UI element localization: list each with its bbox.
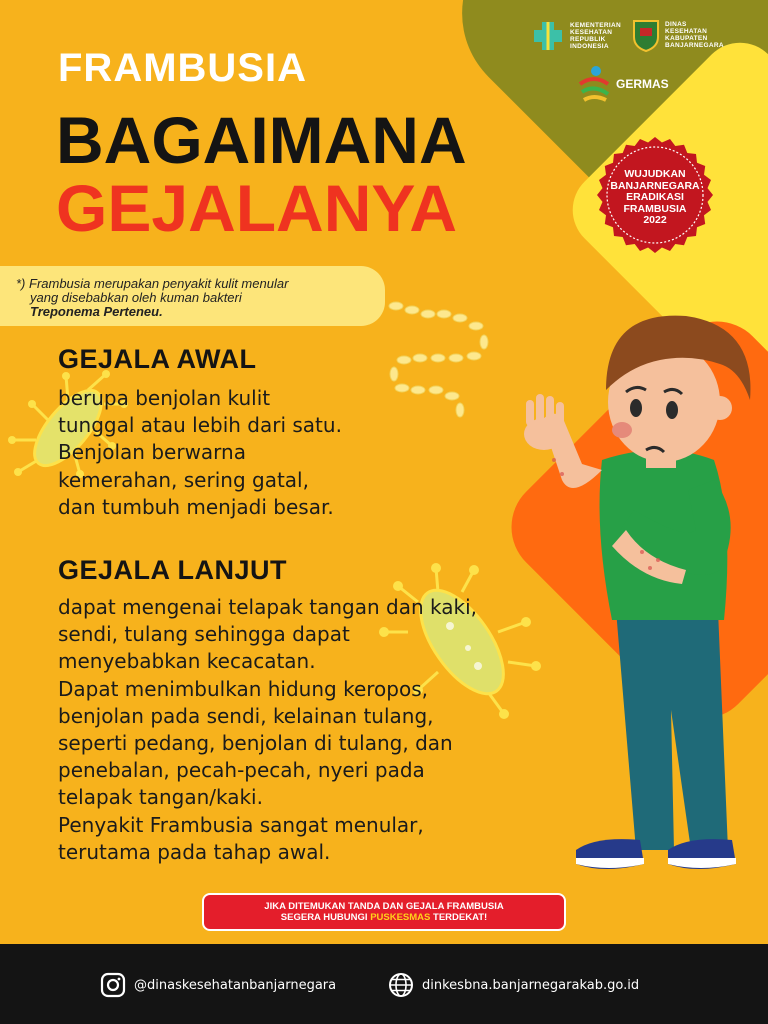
note-line: *) Frambusia merupakan penyakit kulit menular <box>16 276 289 291</box>
gejala-awal-line: berupa benjolan kulit <box>58 386 271 410</box>
boy-illustration <box>496 290 768 890</box>
gejala-awal-line: dan tumbuh menjadi besar. <box>58 494 334 519</box>
kemenkes-line: INDONESIA <box>570 43 609 50</box>
note-line: yang disebabkan oleh kuman bakteri <box>30 290 242 305</box>
gejala-lanjut-heading: GEJALA LANJUT <box>58 555 288 585</box>
gejala-lanjut-line: Penyakit Frambusia sangat menular, <box>58 812 424 837</box>
gejala-awal-text <box>58 385 342 521</box>
logo-area <box>530 18 760 118</box>
kemenkes-line: KESEHATAN <box>570 29 613 36</box>
badge-line: WUJUDKAN <box>624 168 686 180</box>
dinas-line: DINAS <box>664 21 687 28</box>
instagram-icon <box>100 972 126 998</box>
gejala-lanjut-text <box>58 594 477 866</box>
badge-line: ERADIKASI <box>626 191 684 203</box>
spirochete-icon <box>384 292 504 432</box>
dinas-logo <box>631 18 724 52</box>
badge-line: BANJARNEGARA <box>610 179 700 192</box>
cta-text: TERDEKAT! <box>430 912 488 923</box>
gejala-awal-line: Benjolan berwarna <box>58 440 246 465</box>
gejala-lanjut-line: menyebabkan kecacatan. <box>58 649 316 674</box>
kemenkes-line: KEMENTERIAN <box>570 22 621 29</box>
call-to-action-banner <box>202 893 566 931</box>
gejala-lanjut-line: penebalan, pecah-pecah, nyeri pada <box>58 758 425 783</box>
website-link[interactable] <box>388 972 639 998</box>
gejala-awal-line: tunggal atau lebih dari satu. <box>58 413 342 438</box>
kemenkes-logo <box>530 18 621 54</box>
title-frambusia: FRAMBUSIA <box>58 46 307 90</box>
gejala-lanjut-line: sendi, tulang sehingga dapat <box>58 622 350 647</box>
gejala-lanjut-line: seperti pedang, benjolan di tulang, dan <box>58 731 453 756</box>
note-bacteria-name: Treponema Perteneu. <box>30 304 163 319</box>
instagram-handle: @dinaskesehatanbanjarnegara <box>134 977 337 993</box>
dinas-line: KESEHATAN <box>664 28 708 35</box>
gejala-lanjut-line: terutama pada tahap awal. <box>58 839 331 864</box>
dinas-crest-icon <box>631 18 661 52</box>
cta-highlight: PUSKESMAS <box>370 912 431 923</box>
dinas-line: BANJARNEGARA <box>664 42 724 49</box>
gejala-awal-heading: GEJALA AWAL <box>58 344 257 374</box>
gejala-lanjut-line: telapak tangan/kaki. <box>58 785 263 810</box>
footer <box>0 944 768 1024</box>
gejala-lanjut-line: benjolan pada sendi, kelainan tulang, <box>58 703 434 728</box>
cta-text: SEGERA HUBUNGI <box>280 912 371 923</box>
badge-line: FRAMBUSIA <box>623 202 687 215</box>
title-gejalanya: GEJALANYA <box>56 171 457 245</box>
website-url: dinkesbna.banjarnegarakab.go.id <box>422 977 640 993</box>
germas-logo <box>576 64 669 104</box>
cta-line: JIKA DITEMUKAN TANDA DAN GEJALA FRAMBUSIA <box>264 901 504 912</box>
eradication-badge <box>596 136 714 254</box>
kemenkes-line: REPUBLIK <box>570 36 606 43</box>
gejala-awal-line: kemerahan, sering gatal, <box>58 467 309 492</box>
globe-icon <box>388 972 414 998</box>
kemenkes-icon <box>530 18 566 54</box>
gejala-lanjut-line: Dapat menimbulkan hidung keropos, <box>58 676 428 701</box>
gejala-lanjut-line: dapat mengenai telapak tangan dan kaki, <box>58 595 477 619</box>
dinas-line: KABUPATEN <box>664 35 708 42</box>
title-bagaimana: BAGAIMANA <box>56 103 467 177</box>
badge-line: 2022 <box>643 214 667 226</box>
cta-line <box>204 912 564 923</box>
germas-label: GERMAS <box>616 77 669 91</box>
germas-figure-icon <box>576 64 612 104</box>
instagram-link[interactable] <box>100 972 336 998</box>
